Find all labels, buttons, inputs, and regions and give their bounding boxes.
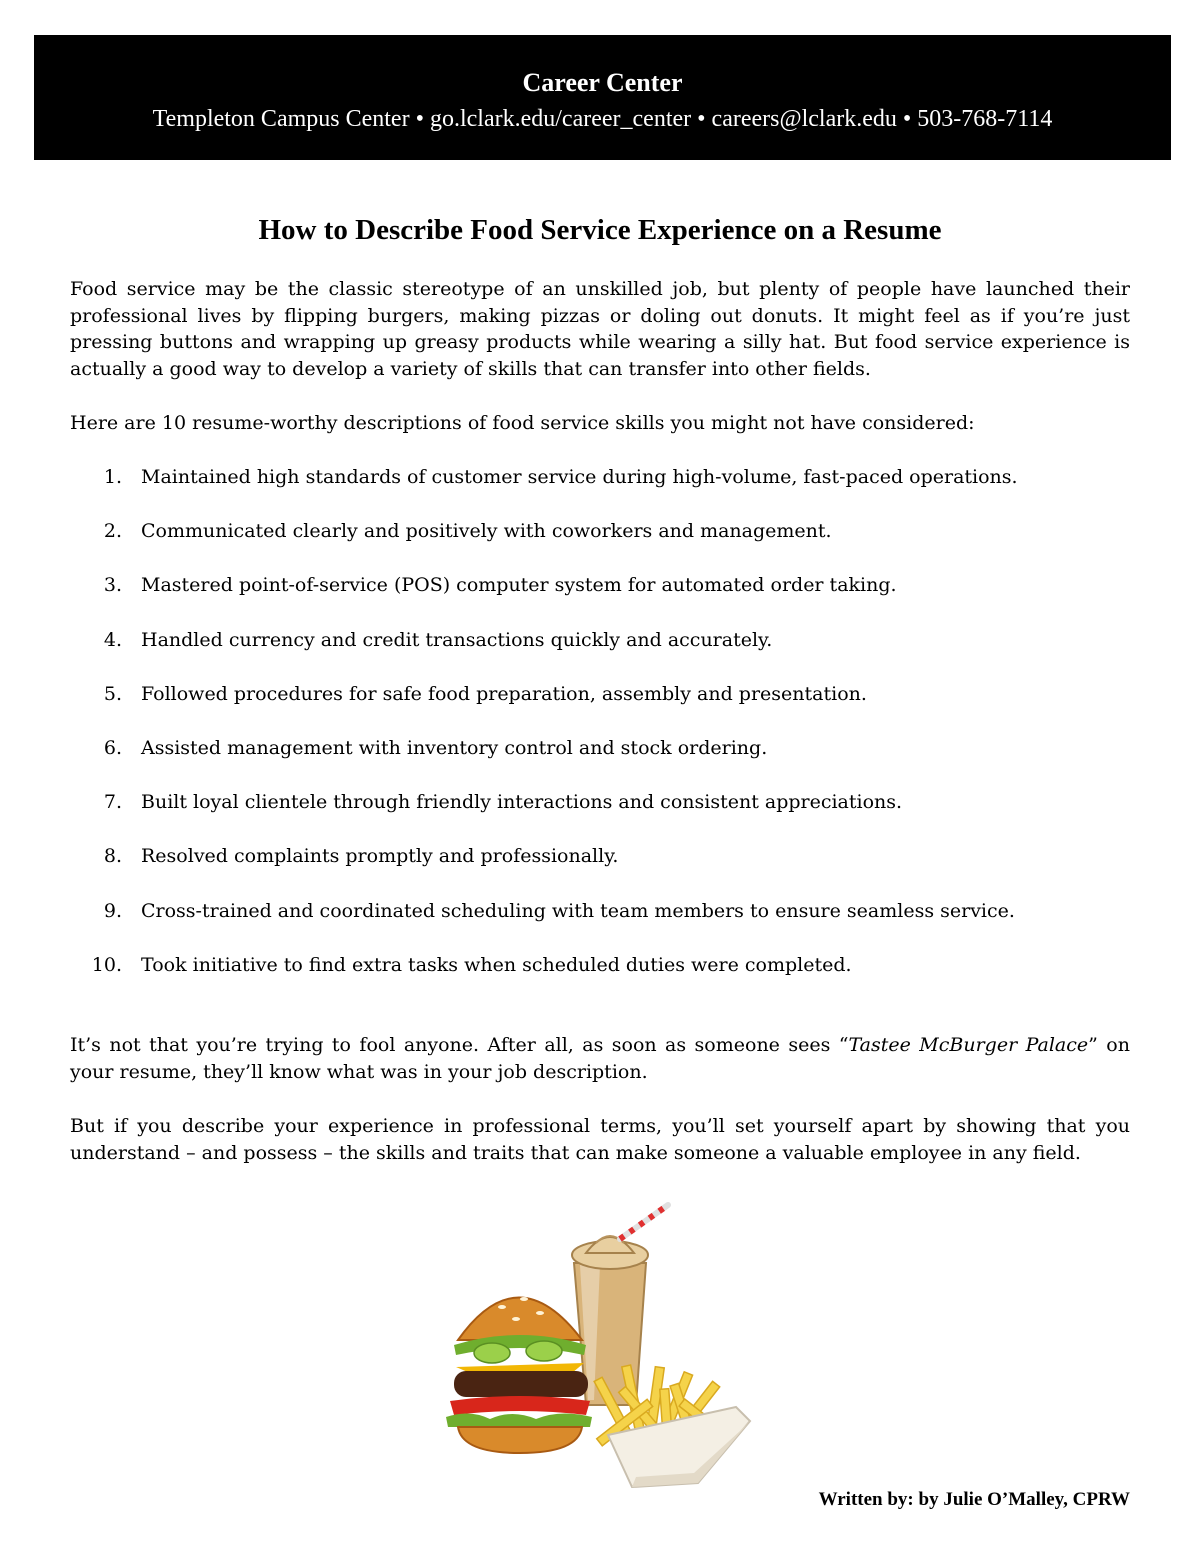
list-text: Mastered point-of-service (POS) computer system for automated order taking. <box>141 574 897 597</box>
list-item <box>0 898 1200 952</box>
list-number: 6. <box>103 736 122 759</box>
list-item <box>0 464 1200 518</box>
closing-paragraph-2: But if you describe your experience in professional terms, you’ll set yourself apart by showing that you understand – and possess – the skills and traits that can make someone a valuable employee in any field. <box>70 1115 1130 1164</box>
list-number: 2. <box>103 520 122 543</box>
list-text: Resolved complaints promptly and professionally. <box>141 845 619 868</box>
list-item <box>0 681 1200 735</box>
closing-paragraph-1 <box>70 1032 1130 1085</box>
list-number: 1. <box>103 466 122 488</box>
burger-icon <box>446 1297 592 1453</box>
lead-in-paragraph: Here are 10 resume-worthy descriptions of food service skills you might not have considered: <box>70 412 975 434</box>
banner-title: Career Center <box>522 68 683 97</box>
list-number: 8. <box>103 845 122 868</box>
list-text: Handled currency and credit transactions quickly and accurately. <box>141 628 773 651</box>
list-number: 7. <box>103 791 122 814</box>
list-number: 5. <box>103 682 122 705</box>
banner-contact-line: Templeton Campus Center • go.lclark.edu/career_center • careers@lclark.edu • 503-768-7114 <box>152 106 1053 132</box>
list-item <box>0 952 1200 1006</box>
list-text: Followed procedures for safe food preparation, assembly and presentation. <box>141 682 867 705</box>
list-number: 4. <box>103 628 122 651</box>
list-number: 3. <box>103 574 122 597</box>
intro-paragraph: Food service may be the classic stereotype of an unskilled job, but plenty of people have launched their professional lives by flipping burgers, making pizzas or doling out donuts. It might feel as if you’re just pressing buttons and wrapping up greasy products while wearing a silly hat. But food service experience is actually a good way to develop a variety of skills that can transfer into other fields. <box>70 278 1130 380</box>
list-item <box>0 518 1200 572</box>
list-text: Took initiative to find extra tasks when scheduled duties were completed. <box>141 953 852 976</box>
list-text: Assisted management with inventory control and stock ordering. <box>141 736 768 759</box>
header-banner <box>34 35 1171 160</box>
list-item <box>0 843 1200 897</box>
list-item <box>0 572 1200 626</box>
document-title: How to Describe Food Service Experience on a Resume <box>258 214 942 246</box>
list-item <box>0 627 1200 681</box>
list-text: Cross-trained and coordinated scheduling with team members to ensure seamless service. <box>141 899 1015 922</box>
list-text: Built loyal clientele through friendly interactions and consistent appreciations. <box>141 791 903 814</box>
list-number: 10. <box>91 953 122 976</box>
author-credit: Written by: by Julie O’Malley, CPRW <box>818 1489 1130 1510</box>
closing-text-after: ” on your resume, they’ll know what was in your job description. <box>70 1034 1130 1083</box>
closing-italic-name: Tastee McBurger Palace <box>848 1034 1089 1056</box>
list-item <box>0 735 1200 789</box>
closing-text-before: It’s not that you’re trying to fool anyone. After all, as soon as someone sees “ <box>70 1034 849 1056</box>
skills-list <box>0 464 1200 1006</box>
list-number: 9. <box>103 899 122 922</box>
burger-fries-shake-illustration <box>440 1195 770 1495</box>
list-text: Communicated clearly and positively with coworkers and management. <box>141 520 832 543</box>
list-item <box>0 789 1200 843</box>
list-text: Maintained high standards of customer service during high-volume, fast-paced operations. <box>141 466 1018 488</box>
